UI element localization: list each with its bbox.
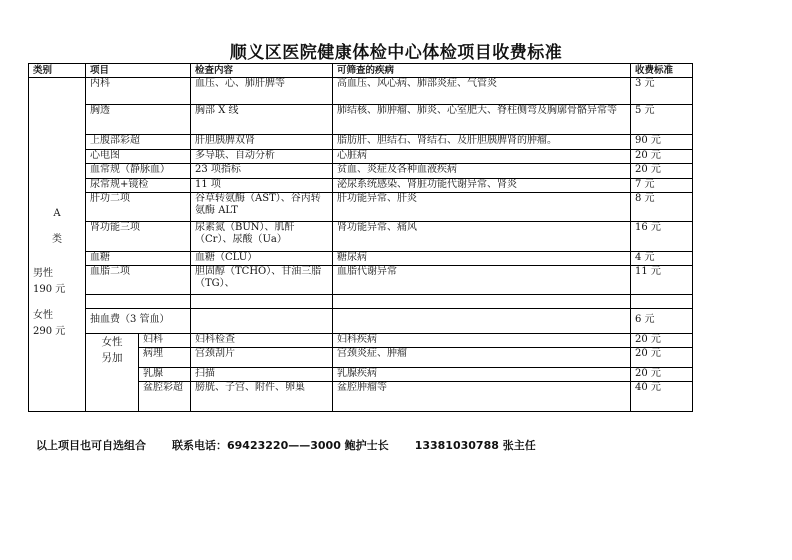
row-content: 23 项指标 [191,164,333,179]
header-content: 检查内容 [191,64,333,78]
row-diseases: 肾功能异常、痛风 [333,222,631,252]
row-item [86,295,191,309]
table-row [29,78,693,105]
footer-contact-2: 13381030788 张主任 [414,439,536,452]
footer-contact: 联系电话：69423220——3000 鲍护士长 [172,439,389,452]
row-item: 肝功二项 [86,193,191,222]
row-fee: 20 元 [631,348,693,368]
row-item: 内科 [86,78,191,105]
header-item: 项目 [86,64,191,78]
row-diseases: 肝功能异常、肝炎 [333,193,631,222]
footer [36,437,562,453]
female-extra-group [86,334,139,412]
row-fee: 8 元 [631,193,693,222]
category-male-price [33,266,81,298]
row-item: 妇科 [139,334,191,348]
row-content: 肝胆胰脾双肾 [191,135,333,150]
row-fee: 20 元 [631,150,693,164]
row-content: 胆固醇（TCHO）、甘油三脂（TG）、 [191,266,333,295]
header-diseases: 可筛查的疾病 [333,64,631,78]
table-row [29,193,693,222]
table-row [29,105,693,135]
row-content: 尿素氮（BUN）、肌酐（Cr）、尿酸（Ua） [191,222,333,252]
row-item: 乳腺 [139,368,191,382]
row-fee: 6 元 [631,309,693,334]
row-diseases: 血脂代谢异常 [333,266,631,295]
category-cell [29,78,86,412]
header-category: 类别 [29,64,86,78]
row-content: 妇科检查 [191,334,333,348]
row-content [191,309,333,334]
row-fee: 20 元 [631,334,693,348]
row-fee: 40 元 [631,382,693,412]
row-diseases: 盆腔肿瘤等 [333,382,631,412]
table-row [29,334,693,348]
row-diseases: 贫血、炎症及各种血液疾病 [333,164,631,179]
row-fee: 4 元 [631,252,693,266]
row-fee: 11 元 [631,266,693,295]
female-label: 女性 [33,310,53,321]
row-item: 抽血费（3 管血） [86,309,191,334]
row-content: 多导联、自动分析 [191,150,333,164]
row-diseases: 乳腺疾病 [333,368,631,382]
table-row [29,179,693,193]
row-diseases [333,309,631,334]
female-price: 290 元 [33,326,66,337]
table-row [29,150,693,164]
male-price: 190 元 [33,284,66,295]
row-diseases [333,295,631,309]
female-extra-label-1: 女性 [101,336,123,348]
page-title: 顺义区医院健康体检中心体检项目收费标准 [229,43,563,63]
table-row [29,164,693,179]
row-item: 心电图 [86,150,191,164]
row-diseases: 高血压、风心病、肺部炎症、气管炎 [333,78,631,105]
row-diseases: 脂肪肝、胆结石、肾结石、及肝胆胰脾肾的肿瘤。 [333,135,631,150]
row-item: 病理 [139,348,191,368]
row-fee: 16 元 [631,222,693,252]
table-row [29,309,693,334]
table-row [29,222,693,252]
male-label: 男性 [33,268,53,279]
row-fee: 20 元 [631,164,693,179]
row-diseases: 肺结核、肺肿瘤、肺炎、心室肥大、脊柱侧弯及胸廓骨骼异常等 [333,105,631,135]
row-content: 11 项 [191,179,333,193]
row-item: 胸透 [86,105,191,135]
category-female-price [33,308,81,340]
row-content: 胸部 X 线 [191,105,333,135]
table-header-row [29,64,693,78]
row-content: 谷草转氨酶（AST）、谷丙转氨酶 ALT [191,193,333,222]
row-item: 盆腔彩超 [139,382,191,412]
row-content: 膀胱、子宫、附件、卵巢 [191,382,333,412]
row-fee: 20 元 [631,368,693,382]
table-row [29,266,693,295]
row-item: 血脂二项 [86,266,191,295]
row-content [191,295,333,309]
row-diseases: 心脏病 [333,150,631,164]
row-fee [631,295,693,309]
row-diseases: 糖尿病 [333,252,631,266]
row-diseases: 妇科疾病 [333,334,631,348]
row-item: 上腹部彩超 [86,135,191,150]
row-content: 扫描 [191,368,333,382]
row-item: 血糖 [86,252,191,266]
row-content: 宫颈刮片 [191,348,333,368]
row-content: 血压、心、肺肝脾等 [191,78,333,105]
fee-table [28,63,693,412]
table-row [29,295,693,309]
row-fee: 3 元 [631,78,693,105]
table-row [29,252,693,266]
table-row [29,135,693,150]
category-lei-label: 类 [52,234,62,245]
female-extra-label-2: 另加 [101,352,123,364]
row-item: 肾功能三项 [86,222,191,252]
row-fee: 7 元 [631,179,693,193]
row-diseases: 泌尿系统感染、肾脏功能代谢异常、肾炎 [333,179,631,193]
row-fee: 5 元 [631,105,693,135]
row-diseases: 宫颈炎症、肿瘤 [333,348,631,368]
row-item: 血常规（静脉血） [86,164,191,179]
row-fee: 90 元 [631,135,693,150]
row-content: 血糖（CLU） [191,252,333,266]
footer-note: 以上项目也可自选组合 [36,439,146,452]
row-item: 尿常规+镜检 [86,179,191,193]
category-a-label: A [53,208,61,219]
header-fee: 收费标准 [631,64,693,78]
